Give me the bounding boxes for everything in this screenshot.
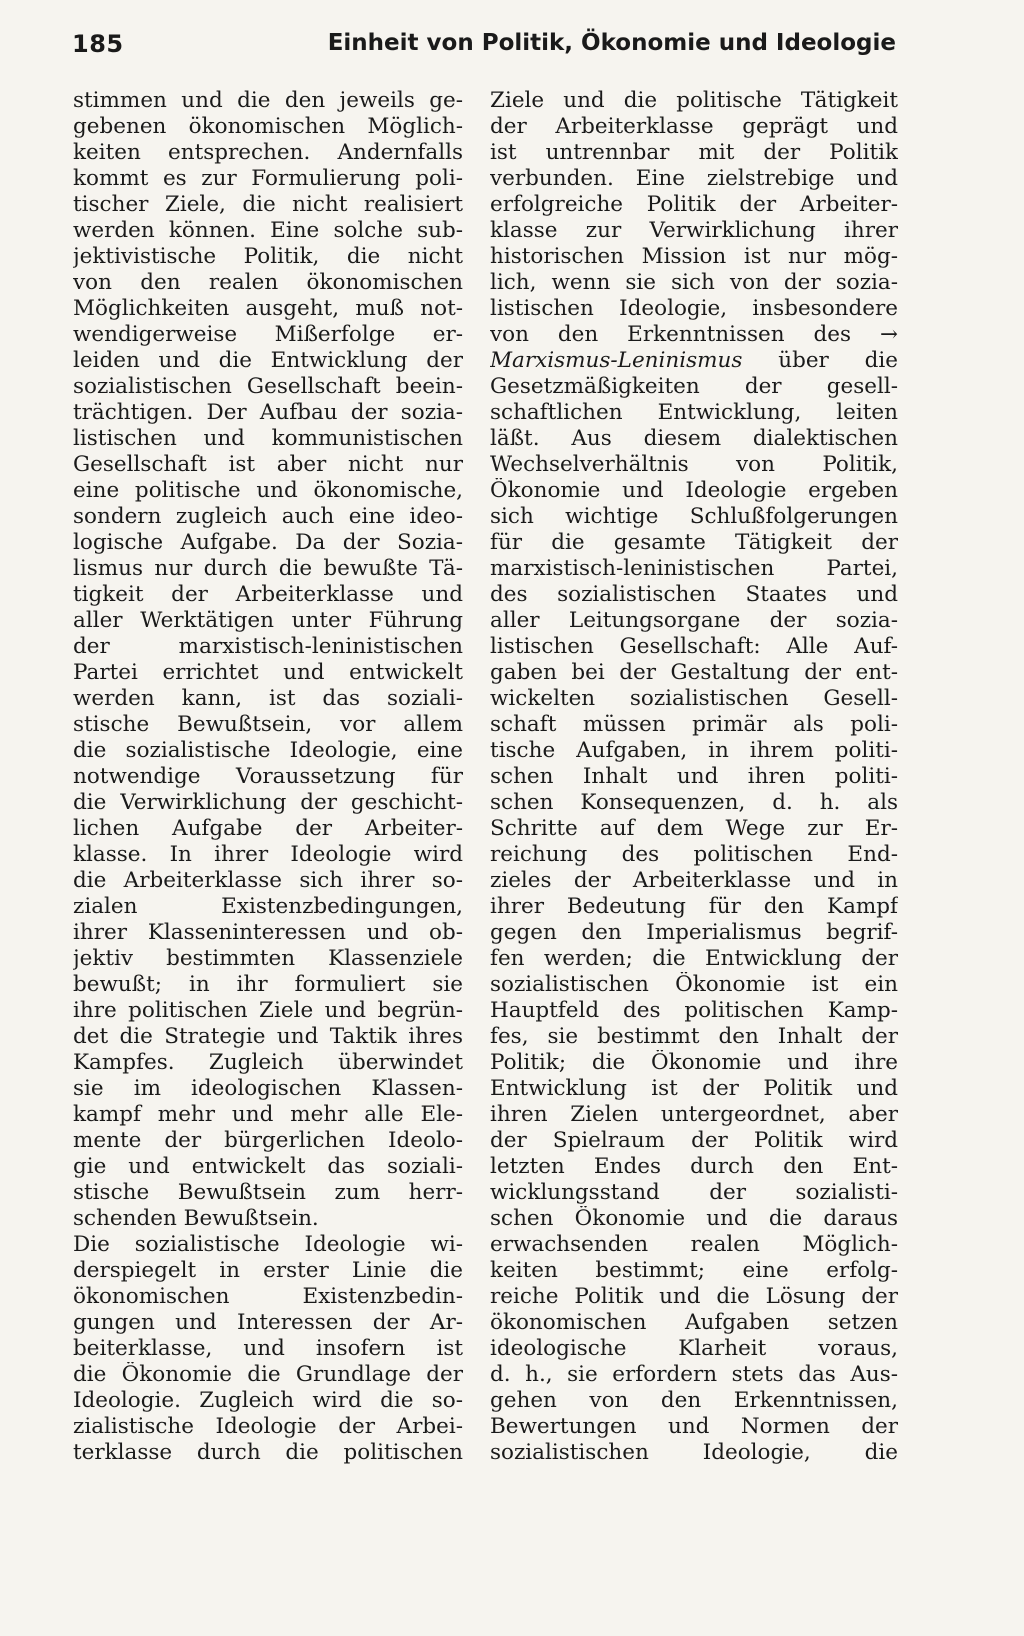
text-line: mente der bürgerlichen Ideolo-: [73, 1128, 463, 1153]
text-line: von den realen ökonomischen: [73, 270, 463, 295]
text-line: ihren Zielen untergeordnet, aber: [490, 1102, 898, 1127]
text-line: Schritte auf dem Wege zur Er-: [490, 816, 898, 841]
text-line: ideologische Klarheit voraus,: [490, 1336, 898, 1361]
text-line: der Arbeiterklasse geprägt und: [490, 114, 898, 139]
text-line: gebenen ökonomischen Möglich-: [73, 114, 463, 139]
text-line: ihre politischen Ziele und begrün-: [73, 998, 463, 1023]
text-line: wicklungsstand der sozialisti-: [490, 1180, 898, 1205]
text-line: listischen und kommunistischen: [73, 426, 463, 451]
text-line: kampf mehr und mehr alle Ele-: [73, 1102, 463, 1127]
text-line: von den Erkenntnissen des →: [490, 322, 898, 347]
text-line: Wechselverhältnis von Politik,: [490, 452, 898, 477]
text-line: tische Aufgaben, in ihrem politi-: [490, 738, 898, 763]
text-line: Ziele und die politische Tätigkeit: [490, 88, 898, 113]
text-line: gegen den Imperialismus begrif-: [490, 920, 898, 945]
text-line: schen Inhalt und ihren politi-: [490, 764, 898, 789]
text-line: beiterklasse, und insofern ist: [73, 1336, 463, 1361]
text-line: logische Aufgabe. Da der Sozia-: [73, 530, 463, 555]
text-line: Ökonomie und Ideologie ergeben: [490, 478, 898, 503]
text-line: stische Bewußtsein zum herr-: [73, 1180, 463, 1205]
text-line: schen Konsequenzen, d. h. als: [490, 790, 898, 815]
text-line: zieles der Arbeiterklasse und in: [490, 868, 898, 893]
text-line: wendigerweise Mißerfolge er-: [73, 322, 463, 347]
text-line: des sozialistischen Staates und: [490, 582, 898, 607]
text-line: Ideologie. Zugleich wird die so-: [73, 1388, 463, 1413]
running-title: Einheit von Politik, Ökonomie und Ideologie: [327, 30, 896, 56]
text-line: fes, sie bestimmt den Inhalt der: [490, 1024, 898, 1049]
text-line: die Ökonomie die Grundlage der: [73, 1362, 463, 1387]
text-line: klasse. In ihrer Ideologie wird: [73, 842, 463, 867]
text-line: keiten bestimmt; eine erfolg-: [490, 1258, 898, 1283]
text-line: sozialistischen Gesellschaft beein-: [73, 374, 463, 399]
text-line: kommt es zur Formulierung poli-: [73, 166, 463, 191]
text-line: Gesetzmäßigkeiten der gesell-: [490, 374, 898, 399]
text-line: ökonomischen Aufgaben setzen: [490, 1310, 898, 1335]
text-line: Möglichkeiten ausgeht, muß not-: [73, 296, 463, 321]
text-column-right: [490, 88, 898, 1466]
text-line: für die gesamte Tätigkeit der: [490, 530, 898, 555]
text-line: ihrer Bedeutung für den Kampf: [490, 894, 898, 919]
text-line: Die sozialistische Ideologie wi-: [73, 1232, 463, 1257]
text-line: gehen von den Erkenntnissen,: [490, 1388, 898, 1413]
text-line: ihrer Klasseninteressen und ob-: [73, 920, 463, 945]
text-line: gie und entwickelt das soziali-: [73, 1154, 463, 1179]
text-line: schen Ökonomie und die daraus: [490, 1206, 898, 1231]
text-line: ist untrennbar mit der Politik: [490, 140, 898, 165]
text-line: Bewertungen und Normen der: [490, 1414, 898, 1439]
text-line: stische Bewußtsein, vor allem: [73, 712, 463, 737]
text-line: tigkeit der Arbeiterklasse und: [73, 582, 463, 607]
text-line: die Arbeiterklasse sich ihrer so-: [73, 868, 463, 893]
text-line: marxistisch-leninistischen Partei,: [490, 556, 898, 581]
text-line: reichung des politischen End-: [490, 842, 898, 867]
text-line: gaben bei der Gestaltung der ent-: [490, 660, 898, 685]
text-line: lismus nur durch die bewußte Tä-: [73, 556, 463, 581]
text-line: leiden und die Entwicklung der: [73, 348, 463, 373]
text-line: jektiv bestimmten Klassenziele: [73, 946, 463, 971]
text-line: notwendige Voraussetzung für: [73, 764, 463, 789]
text-line: Entwicklung ist der Politik und: [490, 1076, 898, 1101]
text-line: ökonomischen Existenzbedin-: [73, 1284, 463, 1309]
text-line: die sozialistische Ideologie, eine: [73, 738, 463, 763]
text-line: tischer Ziele, die nicht realisiert: [73, 192, 463, 217]
text-line: lichen Aufgabe der Arbeiter-: [73, 816, 463, 841]
text-line: letzten Endes durch den Ent-: [490, 1154, 898, 1179]
text-line: gungen und Interessen der Ar-: [73, 1310, 463, 1335]
text-line: eine politische und ökonomische,: [73, 478, 463, 503]
text-line: die Verwirklichung der geschicht-: [73, 790, 463, 815]
text-line: wickelten sozialistischen Gesell-: [490, 686, 898, 711]
text-line: zialistische Ideologie der Arbei-: [73, 1414, 463, 1439]
text-line: aller Werktätigen unter Führung: [73, 608, 463, 633]
text-line: sozialistischen Ideologie, die: [490, 1440, 898, 1465]
text-line: schaftlichen Entwicklung, leiten: [490, 400, 898, 425]
text-line: der Spielraum der Politik wird: [490, 1128, 898, 1153]
text-line: der marxistisch-leninistischen: [73, 634, 463, 659]
page-header: [72, 30, 896, 80]
text-line: derspiegelt in erster Linie die: [73, 1258, 463, 1283]
text-line: klasse zur Verwirklichung ihrer: [490, 218, 898, 243]
text-line: stimmen und die den jeweils ge-: [73, 88, 463, 113]
text-line: Gesellschaft ist aber nicht nur: [73, 452, 463, 477]
text-line: keiten entsprechen. Andernfalls: [73, 140, 463, 165]
text-line: schaft müssen primär als poli-: [490, 712, 898, 737]
text-line: sie im ideologischen Klassen-: [73, 1076, 463, 1101]
text-line: Hauptfeld des politischen Kamp-: [490, 998, 898, 1023]
text-line: det die Strategie und Taktik ihres: [73, 1024, 463, 1049]
text-line: werden kann, ist das soziali-: [73, 686, 463, 711]
text-line: reiche Politik und die Lösung der: [490, 1284, 898, 1309]
text-line: trächtigen. Der Aufbau der sozia-: [73, 400, 463, 425]
text-line: historischen Mission ist nur mög-: [490, 244, 898, 269]
text-line: sich wichtige Schlußfolgerungen: [490, 504, 898, 529]
text-line: sondern zugleich auch eine ideo-: [73, 504, 463, 529]
page-number: 185: [72, 30, 124, 58]
text-line: d. h., sie erfordern stets das Aus-: [490, 1362, 898, 1387]
text-line: bewußt; in ihr formuliert sie: [73, 972, 463, 997]
text-line: jektivistische Politik, die nicht: [73, 244, 463, 269]
text-line: zialen Existenzbedingungen,: [73, 894, 463, 919]
text-line: listischen Ideologie, insbesondere: [490, 296, 898, 321]
text-line: aller Leitungsorgane der sozia-: [490, 608, 898, 633]
text-line: läßt. Aus diesem dialektischen: [490, 426, 898, 451]
text-line: erfolgreiche Politik der Arbeiter-: [490, 192, 898, 217]
text-line: verbunden. Eine zielstrebige und: [490, 166, 898, 191]
text-line: sozialistischen Ökonomie ist ein: [490, 972, 898, 997]
text-line: Kampfes. Zugleich überwindet: [73, 1050, 463, 1075]
text-line: Marxismus-Leninismus über die: [490, 348, 898, 373]
text-line: Politik; die Ökonomie und ihre: [490, 1050, 898, 1075]
text-line: terklasse durch die politischen: [73, 1440, 463, 1465]
text-line: werden können. Eine solche sub-: [73, 218, 463, 243]
text-column-left: [73, 88, 463, 1466]
text-line: fen werden; die Entwicklung der: [490, 946, 898, 971]
text-line: Partei errichtet und entwickelt: [73, 660, 463, 685]
text-line: listischen Gesellschaft: Alle Auf-: [490, 634, 898, 659]
text-line: schenden Bewußtsein.: [73, 1206, 319, 1231]
text-line: erwachsenden realen Möglich-: [490, 1232, 898, 1257]
text-line: lich, wenn sie sich von der sozia-: [490, 270, 898, 295]
